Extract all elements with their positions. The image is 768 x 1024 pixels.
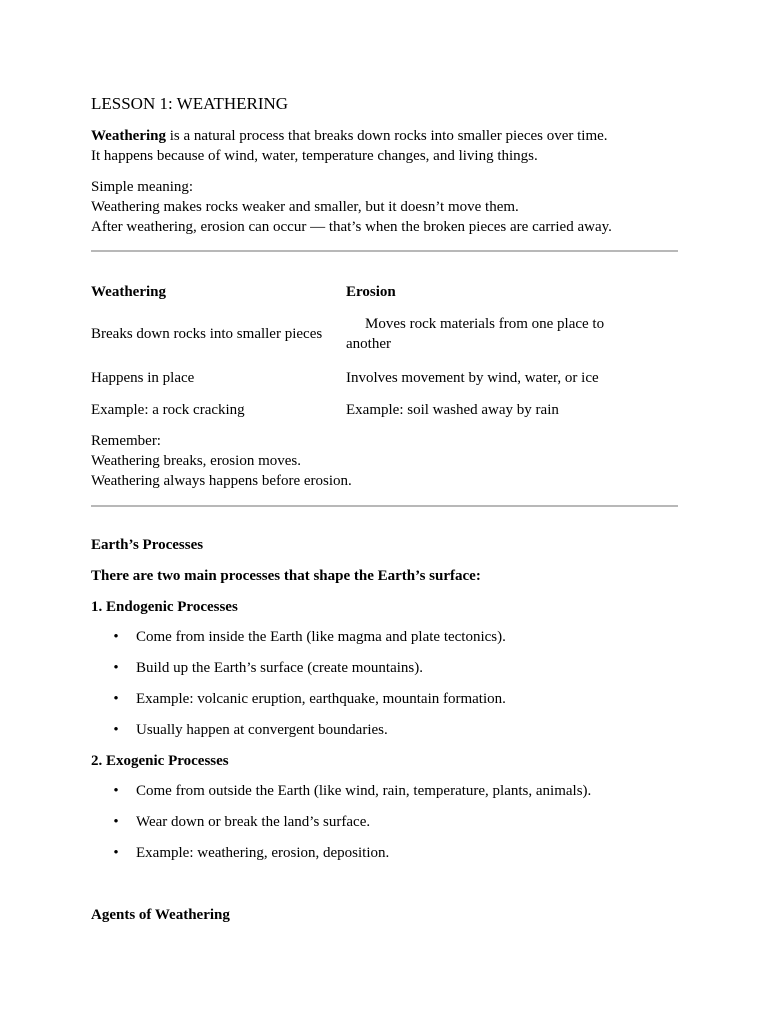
weathering-term: Weathering xyxy=(91,128,166,144)
table-cell: Involves movement by wind, water, or ice xyxy=(346,370,599,386)
remember-note xyxy=(91,431,679,491)
table-header-weathering: Weathering xyxy=(91,284,166,300)
list-item-text: Wear down or break the land’s surface. xyxy=(136,814,371,830)
table-cell: Breaks down rocks into smaller pieces xyxy=(91,326,323,342)
table-cell: Example: a rock cracking xyxy=(91,402,245,418)
table-cell: Happens in place xyxy=(91,370,195,386)
list-item-text: Usually happen at convergent boundaries. xyxy=(136,722,388,738)
exogenic-heading: 2. Exogenic Processes xyxy=(91,753,229,769)
horizontal-divider xyxy=(91,250,678,252)
list-item-text: Build up the Earth’s surface (create mountains). xyxy=(136,660,423,676)
lesson-title: LESSON 1: WEATHERING xyxy=(91,94,289,113)
table-cell: Example: soil washed away by rain xyxy=(346,402,559,418)
table-cell: another xyxy=(346,336,391,352)
simple-meaning-line-1: Weathering makes rocks weaker and smaller, but it doesn’t move them. xyxy=(91,199,519,215)
intro-paragraph xyxy=(91,126,679,166)
list-item-text: Example: weathering, erosion, deposition. xyxy=(136,845,390,861)
intro-line-1-text: is a natural process that breaks down rocks into smaller pieces over time. xyxy=(166,128,608,144)
table-header-erosion: Erosion xyxy=(346,284,396,300)
intro-line-1 xyxy=(91,126,679,146)
bullet-icon: • xyxy=(113,722,119,738)
earth-processes-heading: Earth’s Processes xyxy=(91,537,204,553)
earth-processes-intro: There are two main processes that shape the Earth’s surface: xyxy=(91,568,481,584)
bullet-icon: • xyxy=(113,660,119,676)
simple-meaning-paragraph xyxy=(91,177,679,237)
remember-line-2: Weathering always happens before erosion. xyxy=(91,473,352,489)
bullet-icon: • xyxy=(113,845,119,861)
list-item-text: Example: volcanic eruption, earthquake, mountain formation. xyxy=(136,691,506,707)
bullet-icon: • xyxy=(113,629,119,645)
agents-of-weathering-heading: Agents of Weathering xyxy=(91,907,230,923)
bullet-icon: • xyxy=(113,814,119,830)
simple-meaning-line-2: After weathering, erosion can occur — that’s when the broken pieces are carried away. xyxy=(91,219,612,235)
list-item-text: Come from inside the Earth (like magma and plate tectonics). xyxy=(136,629,506,645)
simple-meaning-label: Simple meaning: xyxy=(91,179,194,195)
bullet-icon: • xyxy=(113,783,119,799)
remember-line-1: Weathering breaks, erosion moves. xyxy=(91,453,301,469)
endogenic-heading: 1. Endogenic Processes xyxy=(91,599,238,615)
remember-label: Remember: xyxy=(91,433,161,449)
list-item-text: Come from outside the Earth (like wind, rain, temperature, plants, animals). xyxy=(136,783,592,799)
table-cell: Moves rock materials from one place to xyxy=(365,316,605,332)
horizontal-divider xyxy=(91,505,678,507)
intro-line-2: It happens because of wind, water, temperature changes, and living things. xyxy=(91,148,538,164)
bullet-icon: • xyxy=(113,691,119,707)
